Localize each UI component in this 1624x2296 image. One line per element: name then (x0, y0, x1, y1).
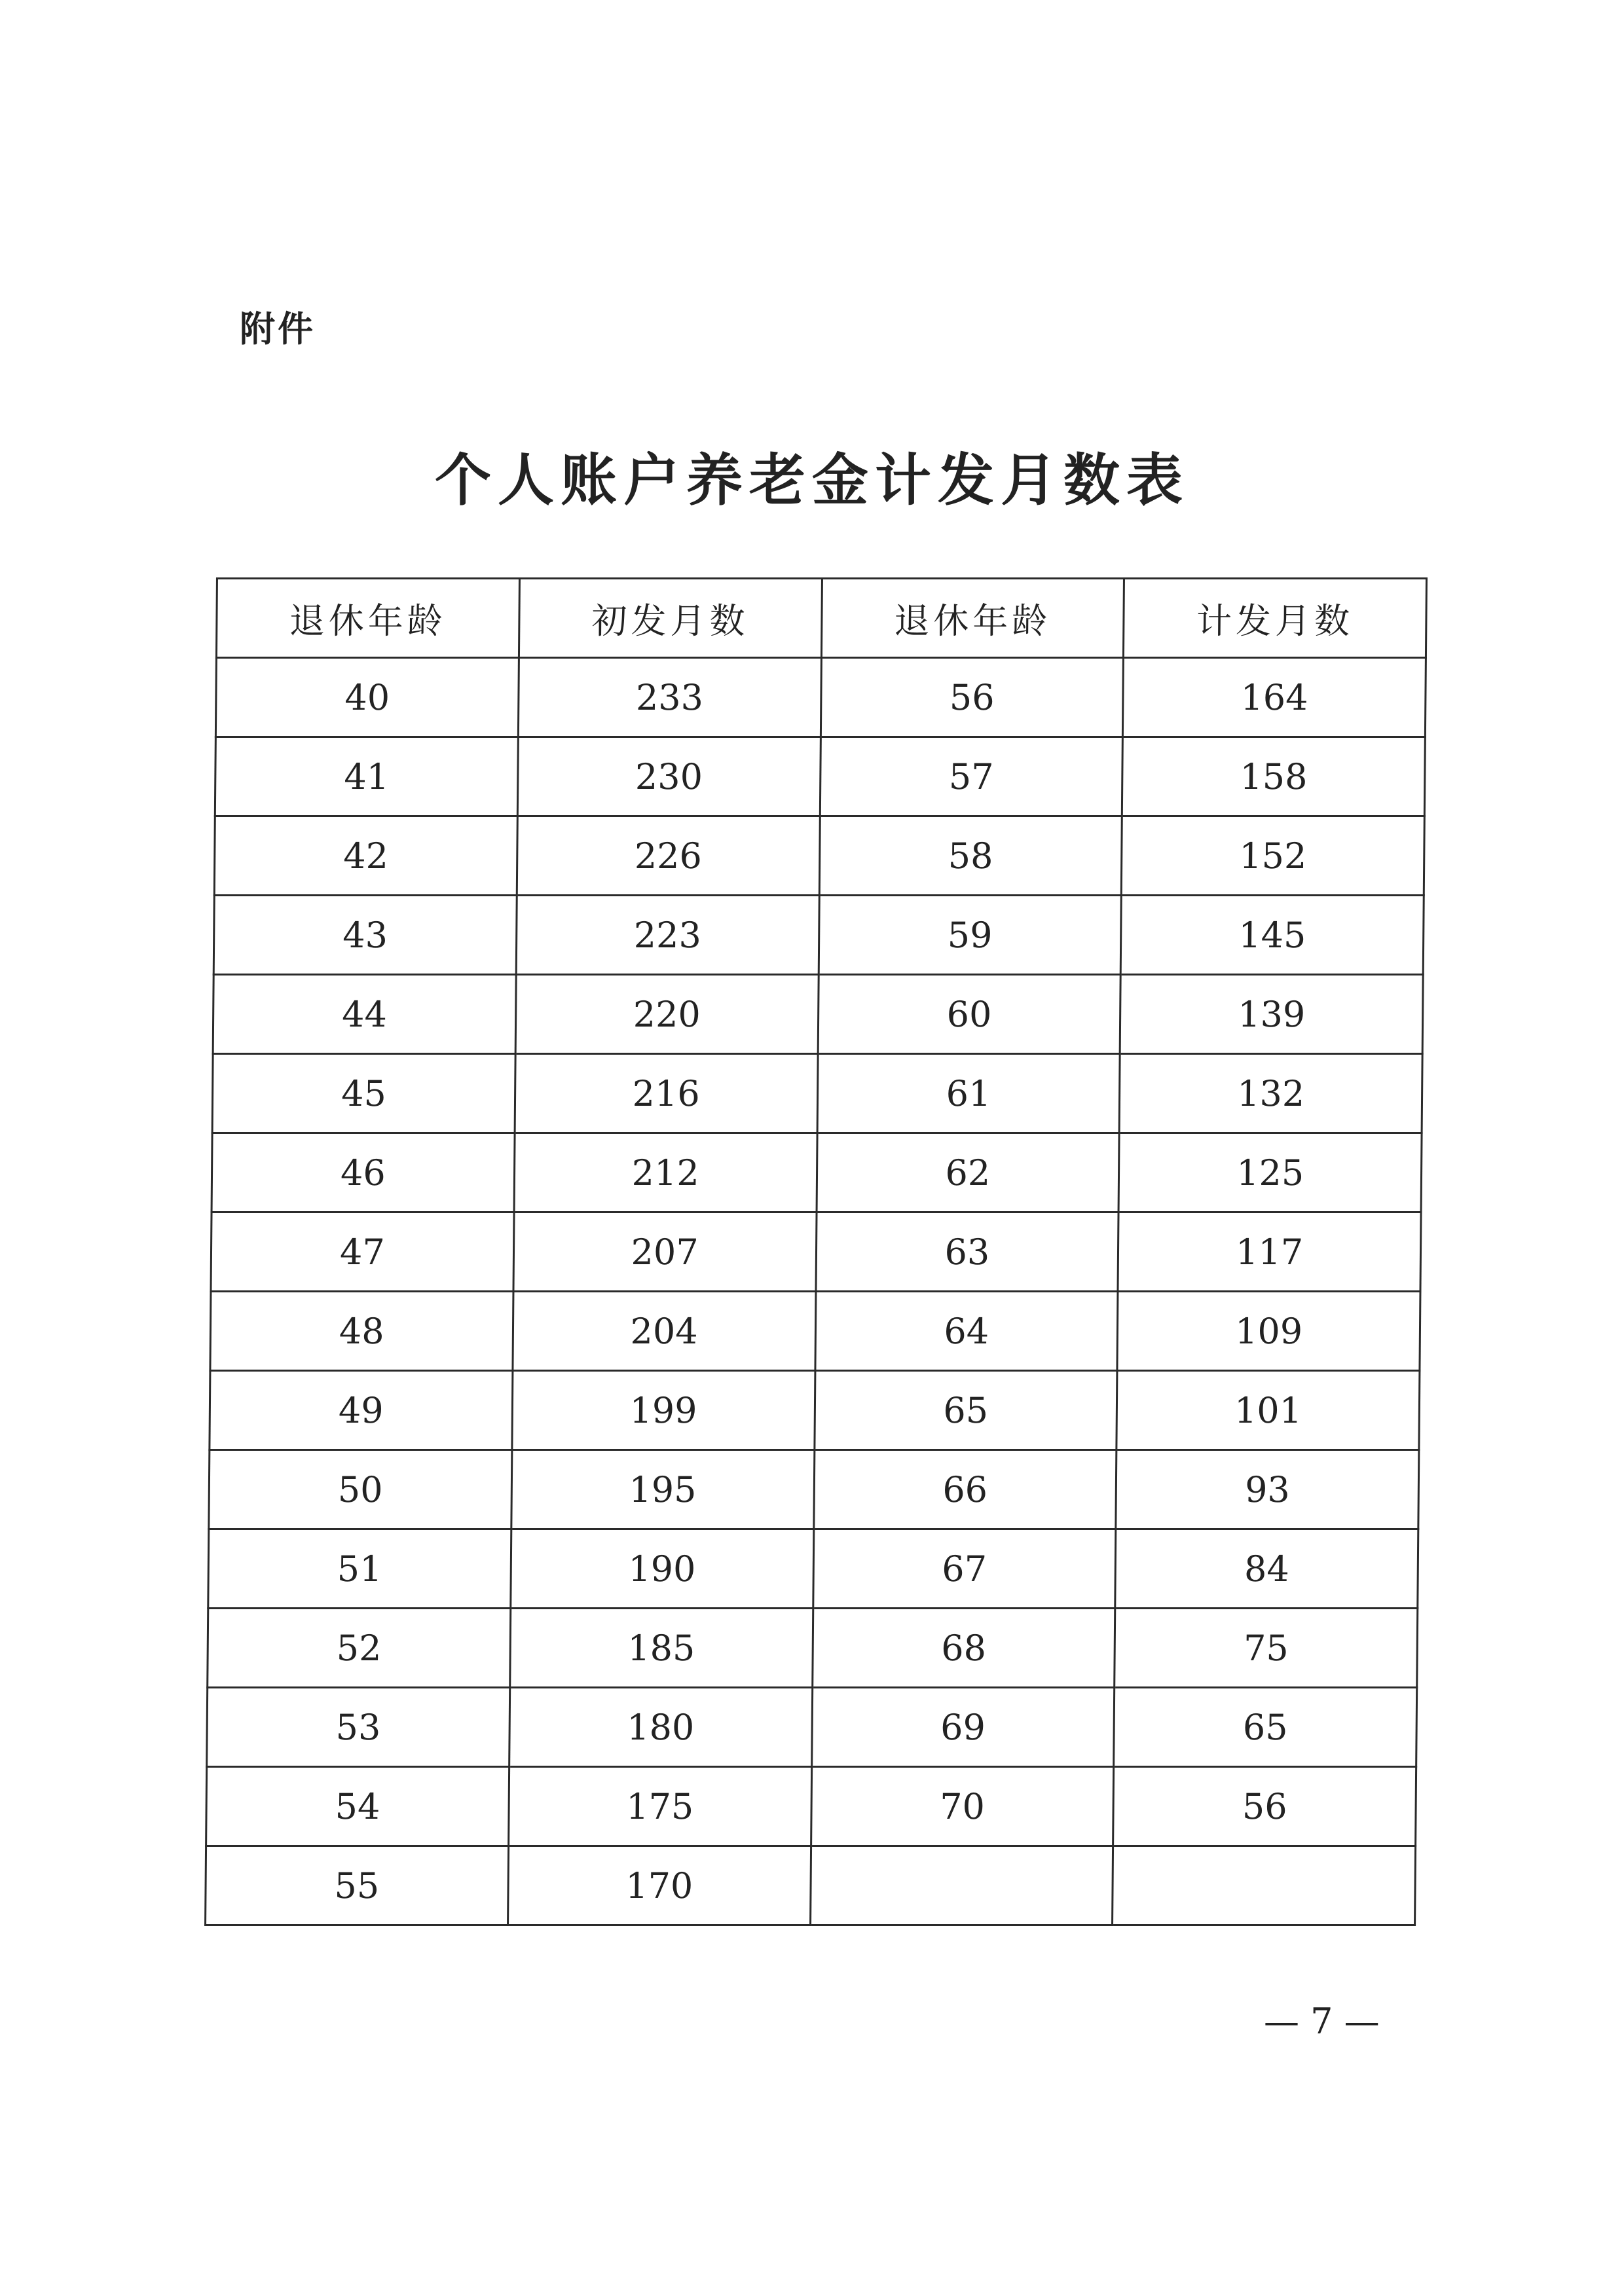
cell-payout-months: 152 (1122, 816, 1425, 896)
cell-initial-months: 220 (515, 975, 819, 1054)
cell-initial-months: 216 (515, 1054, 818, 1133)
cell-initial-months: 185 (509, 1609, 813, 1688)
cell-retire-age-1: 53 (207, 1688, 510, 1767)
cell-initial-months: 180 (509, 1688, 812, 1767)
cell-retire-age-2: 70 (811, 1767, 1114, 1846)
cell-retire-age-1: 54 (206, 1767, 509, 1846)
cell-retire-age-1: 44 (213, 975, 516, 1054)
cell-retire-age-1: 47 (211, 1212, 514, 1292)
cell-payout-months: 109 (1117, 1292, 1420, 1371)
table-row (211, 1212, 1421, 1292)
cell-initial-months: 199 (512, 1371, 815, 1450)
cell-retire-age-1: 48 (210, 1292, 513, 1371)
cell-initial-months: 223 (516, 896, 819, 975)
cell-retire-age-2: 57 (820, 737, 1123, 816)
cell-retire-age-2: 63 (815, 1212, 1118, 1292)
cell-initial-months: 175 (508, 1767, 811, 1846)
cell-payout-months: 158 (1122, 737, 1426, 816)
cell-retire-age-1: 49 (210, 1371, 513, 1450)
page-title: 个人账户养老金计发月数表 (435, 447, 1189, 513)
cell-retire-age-1: 45 (212, 1054, 515, 1133)
cell-payout-months: 101 (1116, 1371, 1420, 1450)
cell-initial-months: 204 (513, 1292, 816, 1371)
cell-retire-age-2: 60 (818, 975, 1121, 1054)
table-row (210, 1292, 1420, 1371)
cell-payout-months: 139 (1120, 975, 1423, 1054)
page-number: — 7 — (1264, 2001, 1380, 2042)
cell-retire-age-2: 68 (812, 1609, 1115, 1688)
cell-retire-age-2: 65 (814, 1371, 1117, 1450)
cell-initial-months: 212 (514, 1133, 817, 1212)
table-row (206, 1767, 1416, 1846)
cell-payout-months: 125 (1118, 1133, 1422, 1212)
cell-retire-age-2: 59 (819, 896, 1122, 975)
table-row (208, 1529, 1418, 1609)
table-row (212, 1133, 1422, 1212)
pension-months-table (204, 577, 1428, 1926)
cell-retire-age-1: 46 (212, 1133, 515, 1212)
cell-initial-months: 170 (507, 1846, 811, 1925)
table-body (206, 658, 1426, 1925)
cell-payout-months: 56 (1113, 1767, 1416, 1846)
table-container (204, 577, 1428, 1941)
header-retire-age-1: 退休年龄 (216, 579, 519, 658)
cell-retire-age-1: 41 (215, 737, 518, 816)
cell-payout-months: 164 (1123, 658, 1426, 737)
table-row (208, 1609, 1418, 1688)
table-row (213, 975, 1423, 1054)
cell-retire-age-1: 42 (214, 816, 517, 896)
cell-retire-age-2: 69 (811, 1688, 1115, 1767)
cell-payout-months (1113, 1846, 1416, 1925)
table-row (213, 896, 1424, 975)
cell-retire-age-2: 61 (817, 1054, 1120, 1133)
cell-payout-months: 132 (1119, 1054, 1422, 1133)
cell-initial-months: 226 (517, 816, 820, 896)
attachment-label: 附件 (240, 308, 316, 350)
cell-retire-age-1: 51 (208, 1529, 511, 1609)
header-payout-months: 计发月数 (1124, 579, 1427, 658)
table-row (212, 1054, 1422, 1133)
table-row (209, 1450, 1419, 1529)
cell-initial-months: 190 (511, 1529, 814, 1609)
cell-initial-months: 207 (513, 1212, 817, 1292)
table-row (215, 658, 1426, 737)
cell-retire-age-2: 64 (815, 1292, 1118, 1371)
cell-retire-age-1: 50 (209, 1450, 512, 1529)
cell-retire-age-1: 43 (213, 896, 517, 975)
table-row (206, 1846, 1416, 1925)
table-header-row (216, 579, 1426, 658)
cell-retire-age-2: 66 (813, 1450, 1116, 1529)
cell-initial-months: 230 (517, 737, 821, 816)
cell-payout-months: 93 (1116, 1450, 1419, 1529)
cell-retire-age-2: 67 (813, 1529, 1116, 1609)
cell-payout-months: 75 (1115, 1609, 1418, 1688)
table-row (210, 1371, 1420, 1450)
header-retire-age-2: 退休年龄 (821, 579, 1124, 658)
cell-payout-months: 117 (1118, 1212, 1421, 1292)
cell-retire-age-2: 56 (821, 658, 1124, 737)
cell-payout-months: 145 (1120, 896, 1424, 975)
cell-retire-age-2 (810, 1846, 1113, 1925)
cell-initial-months: 233 (518, 658, 821, 737)
cell-payout-months: 65 (1114, 1688, 1417, 1767)
cell-initial-months: 195 (511, 1450, 815, 1529)
table-row (214, 816, 1424, 896)
cell-retire-age-1: 52 (208, 1609, 511, 1688)
cell-retire-age-2: 62 (817, 1133, 1120, 1212)
table-row (215, 737, 1425, 816)
cell-retire-age-1: 40 (215, 658, 519, 737)
cell-retire-age-2: 58 (819, 816, 1122, 896)
header-initial-months: 初发月数 (519, 579, 822, 658)
table-row (207, 1688, 1417, 1767)
cell-payout-months: 84 (1115, 1529, 1418, 1609)
cell-retire-age-1: 55 (206, 1846, 509, 1925)
